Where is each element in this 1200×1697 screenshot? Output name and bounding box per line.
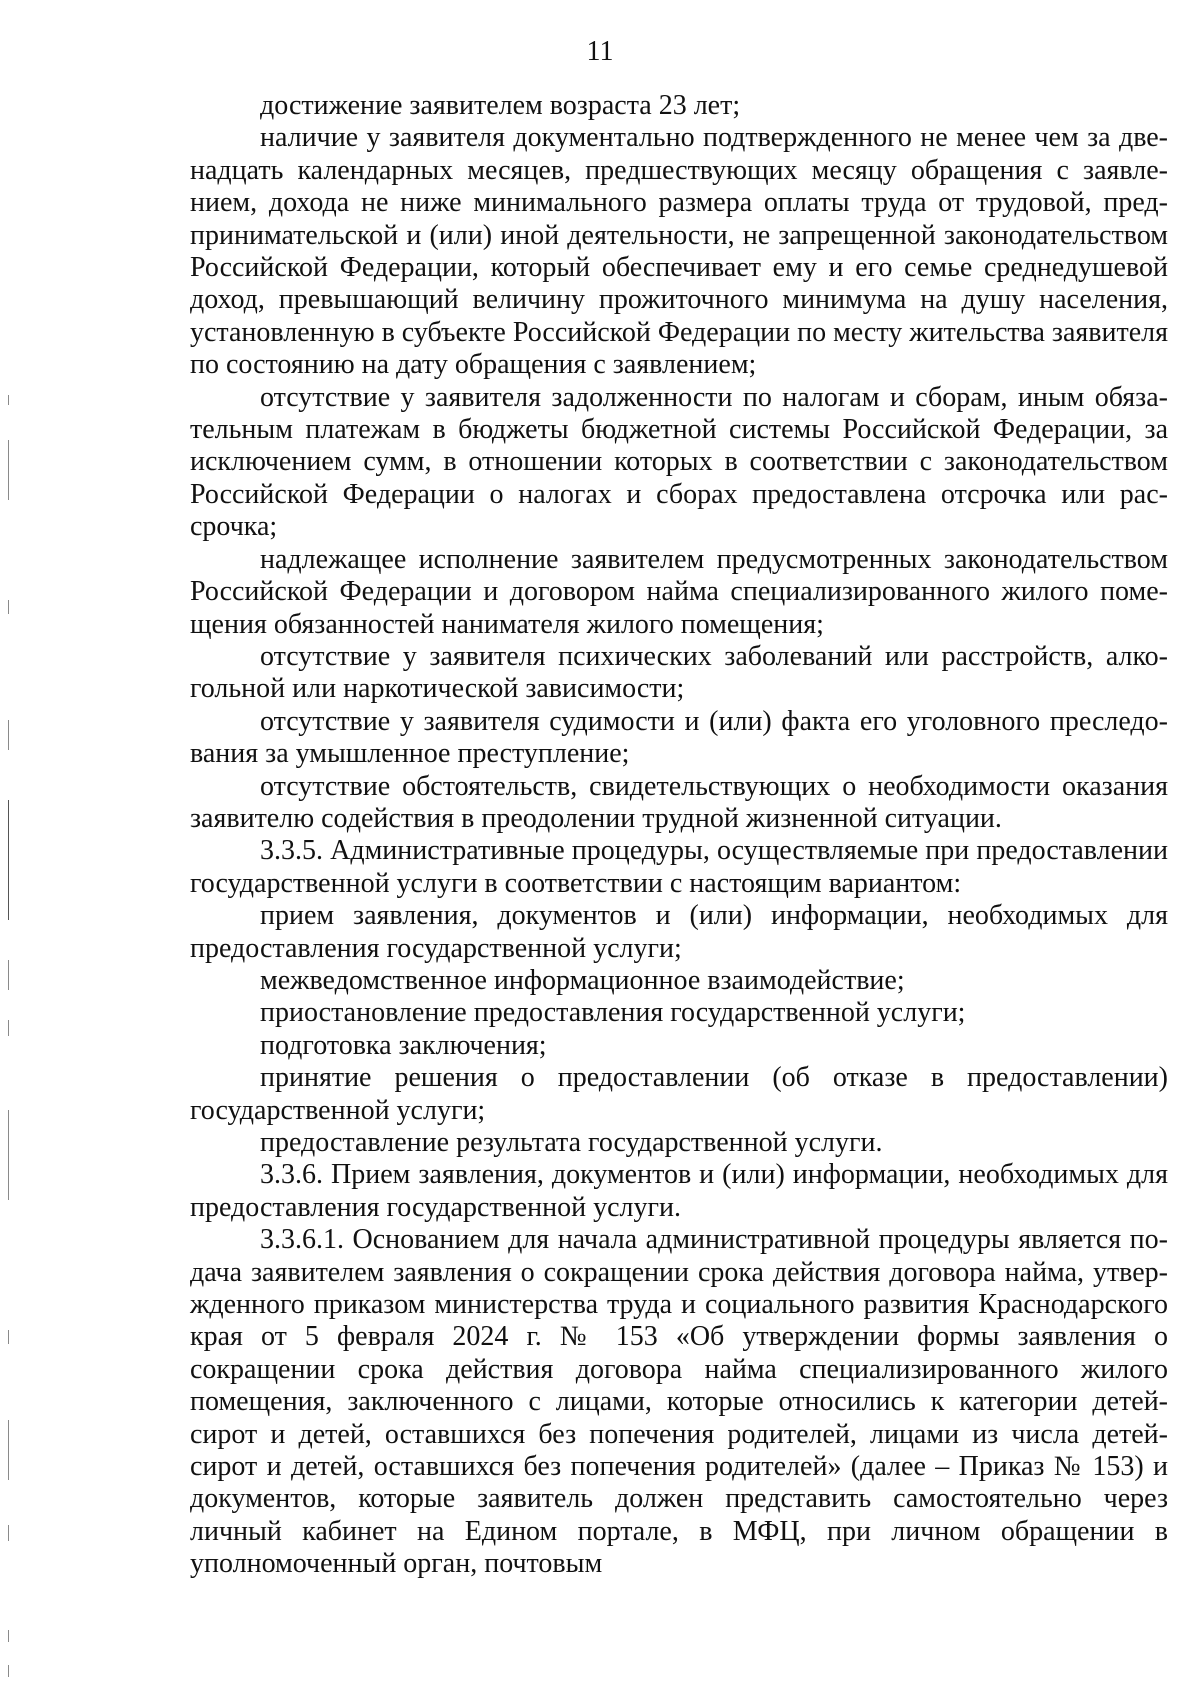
scan-speck <box>8 1020 9 1036</box>
page-number: 11 <box>586 36 614 67</box>
paragraph: подготовка заключения; <box>260 1029 547 1061</box>
scan-speck <box>8 720 9 750</box>
paragraph: 3.3.6. Прием заявления, документов и (или) информации, необходимых для предоставления государственной услуги. <box>190 1159 1168 1223</box>
paragraph: принятие решения о предоставлении (об отказе в предоставлении) государственной услуги; <box>190 1062 1168 1126</box>
paragraph: 3.3.5. Административные процедуры, осуществляемые при предоставлении государственной услуги в соответствии с настоящим вариантом: <box>190 835 1168 899</box>
scan-speck <box>8 440 9 500</box>
scan-speck <box>8 600 9 614</box>
scan-speck <box>8 395 9 405</box>
paragraph: наличие у заявителя документально подтвержденного не менее чем за двенадцать календарных месяцев, предшествующих месяцу обращения с заявлением, дохода не ниже минимального размера оплаты труда от трудовой, предпринимательской и (или) иной деятельности, не запрещенной законодательством Российской Федерации, который обеспечивает ему и его семье среднедушевой доход, превышающий величину прожиточного минимума на душу населения, установленную в субъекте Российской Федерации по месту жительства заявителя по состоянию на дату обращения с заявлением; <box>190 122 1168 381</box>
paragraph: отсутствие у заявителя задолженности по налогам и сборам, иным обязательным платежам в бюджеты бюджетной системы Российской Федерации, за исключением сумм, в отношении которых в соответствии с законодательством Российской Федерации о налогах и сборах предоставлена отсрочка или рассрочка; <box>190 381 1168 543</box>
paragraph: приостановление предоставления государственной услуги; <box>260 997 966 1029</box>
scan-margin-artifacts <box>0 0 20 1697</box>
scan-speck <box>8 800 9 920</box>
paragraph: 3.3.6.1. Основанием для начала административной процедуры является подача заявителем заявления о сокращении срока действия договора найма, утвержденного приказом министерства труда и социального развития Краснодарского края от 5 февраля 2024 г. № 153 «Об утверждении формы заявления о сокращении срока действия договора найма специализированного жилого помещения, заключенного с лицами, которые относились к категории детей-сирот и детей, оставшихся без попечения родителей, лицами из числа детей-сирот и детей, оставшихся без попечения родителей» (далее – Приказ № 153) и документов, которые заявитель должен представить самостоятельно через личный кабинет на Едином портале, в МФЦ, при личном обращении в уполномоченный орган, почтовым <box>190 1224 1168 1580</box>
paragraph: отсутствие у заявителя судимости и (или) факта его уголовного преследования за умышленное преступление; <box>190 705 1168 770</box>
scan-speck <box>8 960 9 990</box>
scan-speck <box>8 1330 9 1344</box>
paragraph: отсутствие у заявителя психических заболеваний или расстройств, алкогольной или наркотической зависимости; <box>190 640 1168 705</box>
paragraph: достижение заявителем возраста 23 лет; <box>260 90 741 121</box>
paragraph: межведомственное информационное взаимодействие; <box>260 964 905 996</box>
scan-speck <box>8 1110 9 1200</box>
paragraph: предоставление результата государственной услуги. <box>260 1127 883 1158</box>
scan-speck <box>8 1525 9 1541</box>
scan-speck <box>8 1665 9 1677</box>
scan-speck <box>8 1420 9 1480</box>
paragraph: надлежащее исполнение заявителем предусмотренных законодательством Российской Федерации и договором найма специализированного жилого помещения обязанностей нанимателя жилого помещения; <box>190 543 1168 640</box>
scan-speck <box>8 1630 9 1642</box>
document-body <box>190 90 1168 1581</box>
paragraph: прием заявления, документов и (или) информации, необходимых для предоставления государственной услуги; <box>190 900 1168 964</box>
paragraph: отсутствие обстоятельств, свидетельствующих о необходимости оказания заявителю содействия в преодолении трудной жизненной ситуации. <box>190 770 1168 834</box>
